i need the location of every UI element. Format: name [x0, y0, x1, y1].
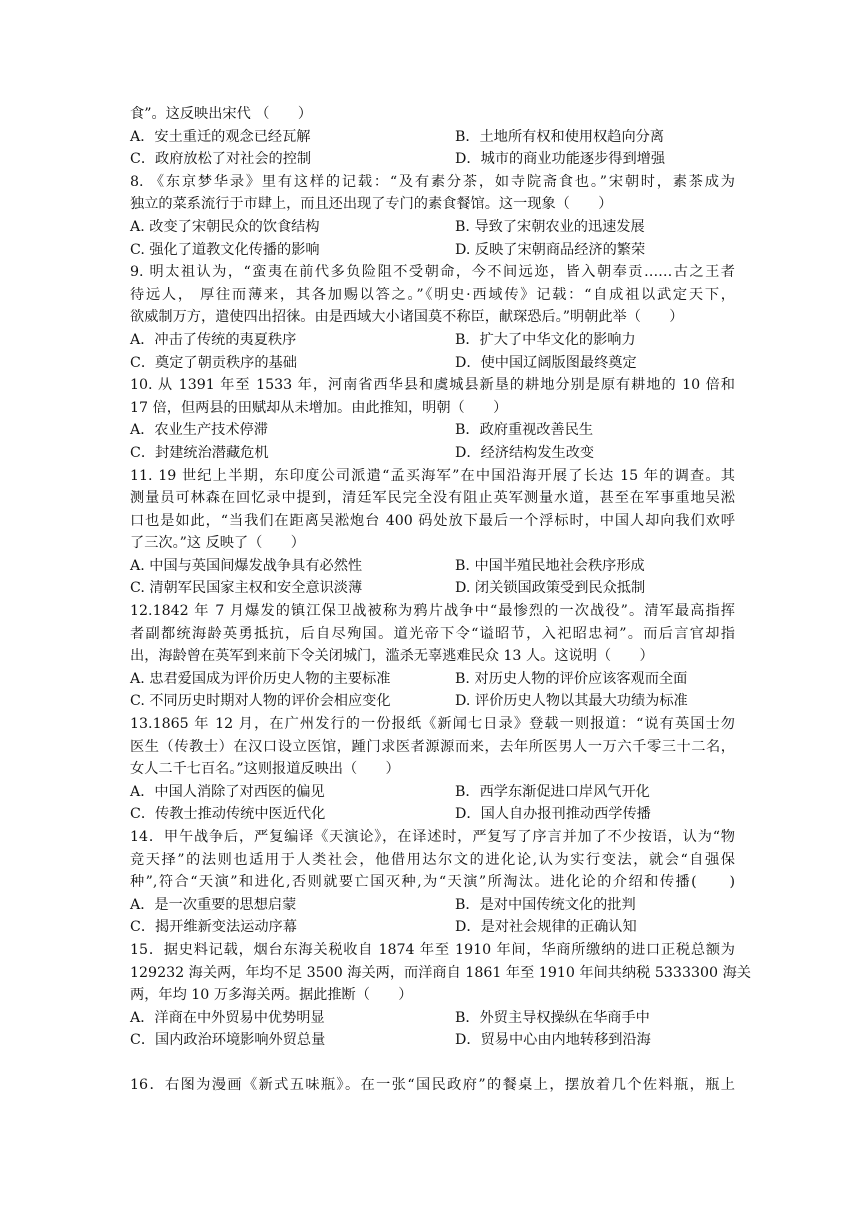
question-stem-line: 出，海龄曾在英军到来前下令关闭城门，滥杀无辜逃难民众 13 人。这说明（ ）: [130, 648, 654, 665]
option-a: A．农业生产技术停滞: [130, 422, 268, 439]
question-11: [130, 465, 735, 601]
option-d: D．使中国辽阔版图最终奠定: [455, 354, 637, 371]
question-stem-line: 食”。这反映出宋代 （ ）: [130, 106, 313, 122]
option-row: [130, 352, 735, 375]
option-row: [130, 1029, 735, 1052]
option-c: C．国内政治环境影响外贸总量: [130, 1032, 326, 1049]
question-7-tail: [130, 103, 735, 171]
option-b: B．政府重视改善民生: [455, 422, 594, 439]
question-8: [130, 171, 735, 261]
question-stem-line: 了三次。”这 反映了（ ）: [130, 535, 305, 552]
option-row: [130, 126, 735, 149]
option-c: C．奠定了朝贡秩序的基础: [130, 354, 297, 371]
option-b: B. 导致了宋朝农业的迅速发展: [455, 218, 645, 235]
question-stem-line: 13.1865 年 12 月，在广州发行的一份报纸《新闻七日录》登载一则报道：“说有英国士勿: [130, 716, 735, 733]
option-b: B. 对历史人物的评价应该客观而全面: [455, 670, 688, 687]
option-row: [130, 148, 735, 171]
question-stem-line: 12.1842 年 7 月爆发的镇江保卫战被称为鸦片战争中“最惨烈的一次战役”。清军最高指挥: [130, 603, 735, 620]
option-row: [130, 577, 735, 600]
question-15: [130, 939, 751, 1052]
option-b: B．是对中国传统文化的批判: [455, 896, 636, 913]
option-b: B．扩大了中华文化的影响力: [455, 331, 636, 348]
option-c: C．封建统治潜藏危机: [130, 444, 269, 461]
option-c: C．揭开维新变法运动序幕: [130, 919, 297, 936]
option-row: [130, 442, 735, 465]
option-b: B．外贸主导权操纵在华商手中: [455, 1009, 650, 1026]
question-10: [130, 374, 735, 464]
option-a: A. 中国与英国间爆发战争具有必然性: [130, 557, 363, 574]
question-14: [130, 826, 735, 939]
question-stem-line: 10. 从 1391 年至 1533 年，河南省西华县和虞城县新垦的耕地分别是原有耕地的 10 倍和: [130, 377, 735, 394]
question-stem-line: 竞天择”的法则也适用于人类社会，他借用达尔文的进化论,认为实行变法，就会“自强保: [130, 851, 735, 868]
option-b: B．土地所有权和使用权趋向分离: [455, 128, 665, 145]
option-row: [130, 216, 735, 239]
question-stem-line: 8. 《东京梦华录》里有这样的记载：“及有素分茶，如寺院斋食也。”宋朝时，素茶成为: [130, 173, 735, 190]
option-d: D．经济结构发生改变: [455, 444, 595, 461]
option-a: A. 改变了宋朝民众的饮食结构: [130, 218, 320, 235]
question-stem-line: 9. 明太祖认为，“蛮夷在前代多负险阻不受朝命，今不间远迩，皆入朝奉贡……古之王者: [130, 264, 735, 281]
option-c: C．传教士推动传统中医近代化: [130, 806, 326, 823]
option-c: C. 强化了道教文化传播的影响: [130, 241, 320, 258]
exam-page: [130, 103, 751, 1097]
question-stem-line: 种”,符合“天演”和进化,否则就要亡国灭种,为“天演”所淘汰。进化论的介绍和传播( ): [130, 874, 735, 891]
question-stem-line: 129232 海关两，年均不足 3500 海关两，而洋商自 1861 年至 1910 年间共纳税 5333300 海关: [130, 964, 751, 981]
option-row: [130, 916, 735, 939]
option-row: [130, 781, 735, 804]
question-stem-line: 欲威制万方，遣使四出招徕。由是西域大小诸国莫不称臣，献琛恐后。”明朝此举（ ）: [130, 309, 684, 326]
option-row: [130, 668, 735, 691]
option-row: [130, 555, 735, 578]
question-stem-line: 17 倍，但两县的田赋却从未增加。由此推知，明朝（ ）: [130, 399, 508, 416]
option-d: D. 闭关锁国政策受到民众抵制: [455, 580, 646, 597]
question-stem-line: 口也是如此，“当我们在距离吴淞炮台 400 码处放下最后一个浮标时，中国人却向我们欢呼: [130, 512, 735, 529]
option-row: [130, 1007, 735, 1030]
question-stem-line: 待远人， 厚往而薄来，其各加赐以答之。”《明史·西域传》记载：“自成祖以武定天下，: [130, 286, 735, 303]
option-row: [130, 329, 735, 352]
option-b: B．西学东渐促进口岸风气开化: [455, 783, 650, 800]
option-c: C. 清朝军民国家主权和安全意识淡薄: [130, 580, 363, 597]
question-stem-line: 者副都统海龄英勇抵抗，后自尽殉国。道光帝下令“谥昭节，入祀昭忠祠”。而后言官却指: [130, 625, 735, 642]
option-d: D. 评价历史人物以其最大功绩为标准: [455, 693, 688, 710]
option-row: [130, 419, 735, 442]
option-a: A．洋商在中外贸易中优势明显: [130, 1009, 325, 1026]
option-d: D．贸易中心由内地转移到沿海: [455, 1032, 651, 1049]
section-spacer: [130, 1052, 735, 1074]
option-row: [130, 803, 735, 826]
question-16: [130, 1074, 735, 1097]
question-stem-line: 14．甲午战争后，严复编译《天演论》，在译述时，严复写了序言并加了不少按语，认为“物: [130, 829, 735, 845]
option-a: A．冲击了传统的夷夏秩序: [130, 331, 297, 348]
option-d: D. 反映了宋朝商品经济的繁荣: [455, 241, 646, 258]
question-stem-line: 女人二千七百名。”这则报道反映出（ ）: [130, 761, 400, 778]
question-stem-line: 11. 19 世纪上半期，东印度公司派遣“孟买海军”在中国沿海开展了长达 15 年的调查。其: [130, 467, 735, 484]
option-d: D．是对社会规律的正确认知: [455, 919, 637, 936]
question-stem-line: 医生（传教士）在汉口设立医馆，踵门求医者源源而来，去年所医男人一万六千零三十二名，: [130, 738, 735, 755]
question-stem-line: 独立的菜系流行于市肆上，而且还出现了专门的素食餐馆。这一现象（ ）: [130, 196, 613, 213]
question-12: [130, 600, 735, 713]
option-d: D．国人自办报刊推动西学传播: [455, 806, 651, 823]
option-c: C．政府放松了对社会的控制: [130, 151, 312, 168]
option-d: D．城市的商业功能逐步得到增强: [455, 151, 666, 168]
question-13: [130, 713, 735, 826]
question-9: [130, 261, 735, 374]
option-c: C. 不同历史时期对人物的评价会相应变化: [130, 693, 391, 710]
option-a: A. 忠君爱国成为评价历史人物的主要标准: [130, 670, 391, 687]
option-a: A．安土重迁的观念已经瓦解: [130, 128, 311, 145]
option-b: B. 中国半殖民地社会秩序形成: [455, 557, 645, 574]
option-row: [130, 894, 735, 917]
question-stem-line: 16．右图为漫画《新式五味瓶》。在一张“国民政府”的餐桌上，摆放着几个佐料瓶，瓶上: [130, 1076, 735, 1093]
question-stem-line: 两，年均 10 万多海关两。据此推断（ ）: [130, 987, 413, 1004]
option-a: A．是一次重要的思想启蒙: [130, 896, 297, 913]
question-stem-line: 15．据史料记载，烟台东海关税收自 1874 年至 1910 年间，华商所缴纳的进口正税总额为: [130, 941, 735, 958]
option-a: A．中国人消除了对西医的偏见: [130, 783, 325, 800]
option-row: [130, 690, 735, 713]
question-stem-line: 测量员可林森在回忆录中提到，清廷军民完全没有阻止英军测量水道，甚至在军事重地吴淞: [130, 490, 735, 507]
option-row: [130, 239, 735, 262]
